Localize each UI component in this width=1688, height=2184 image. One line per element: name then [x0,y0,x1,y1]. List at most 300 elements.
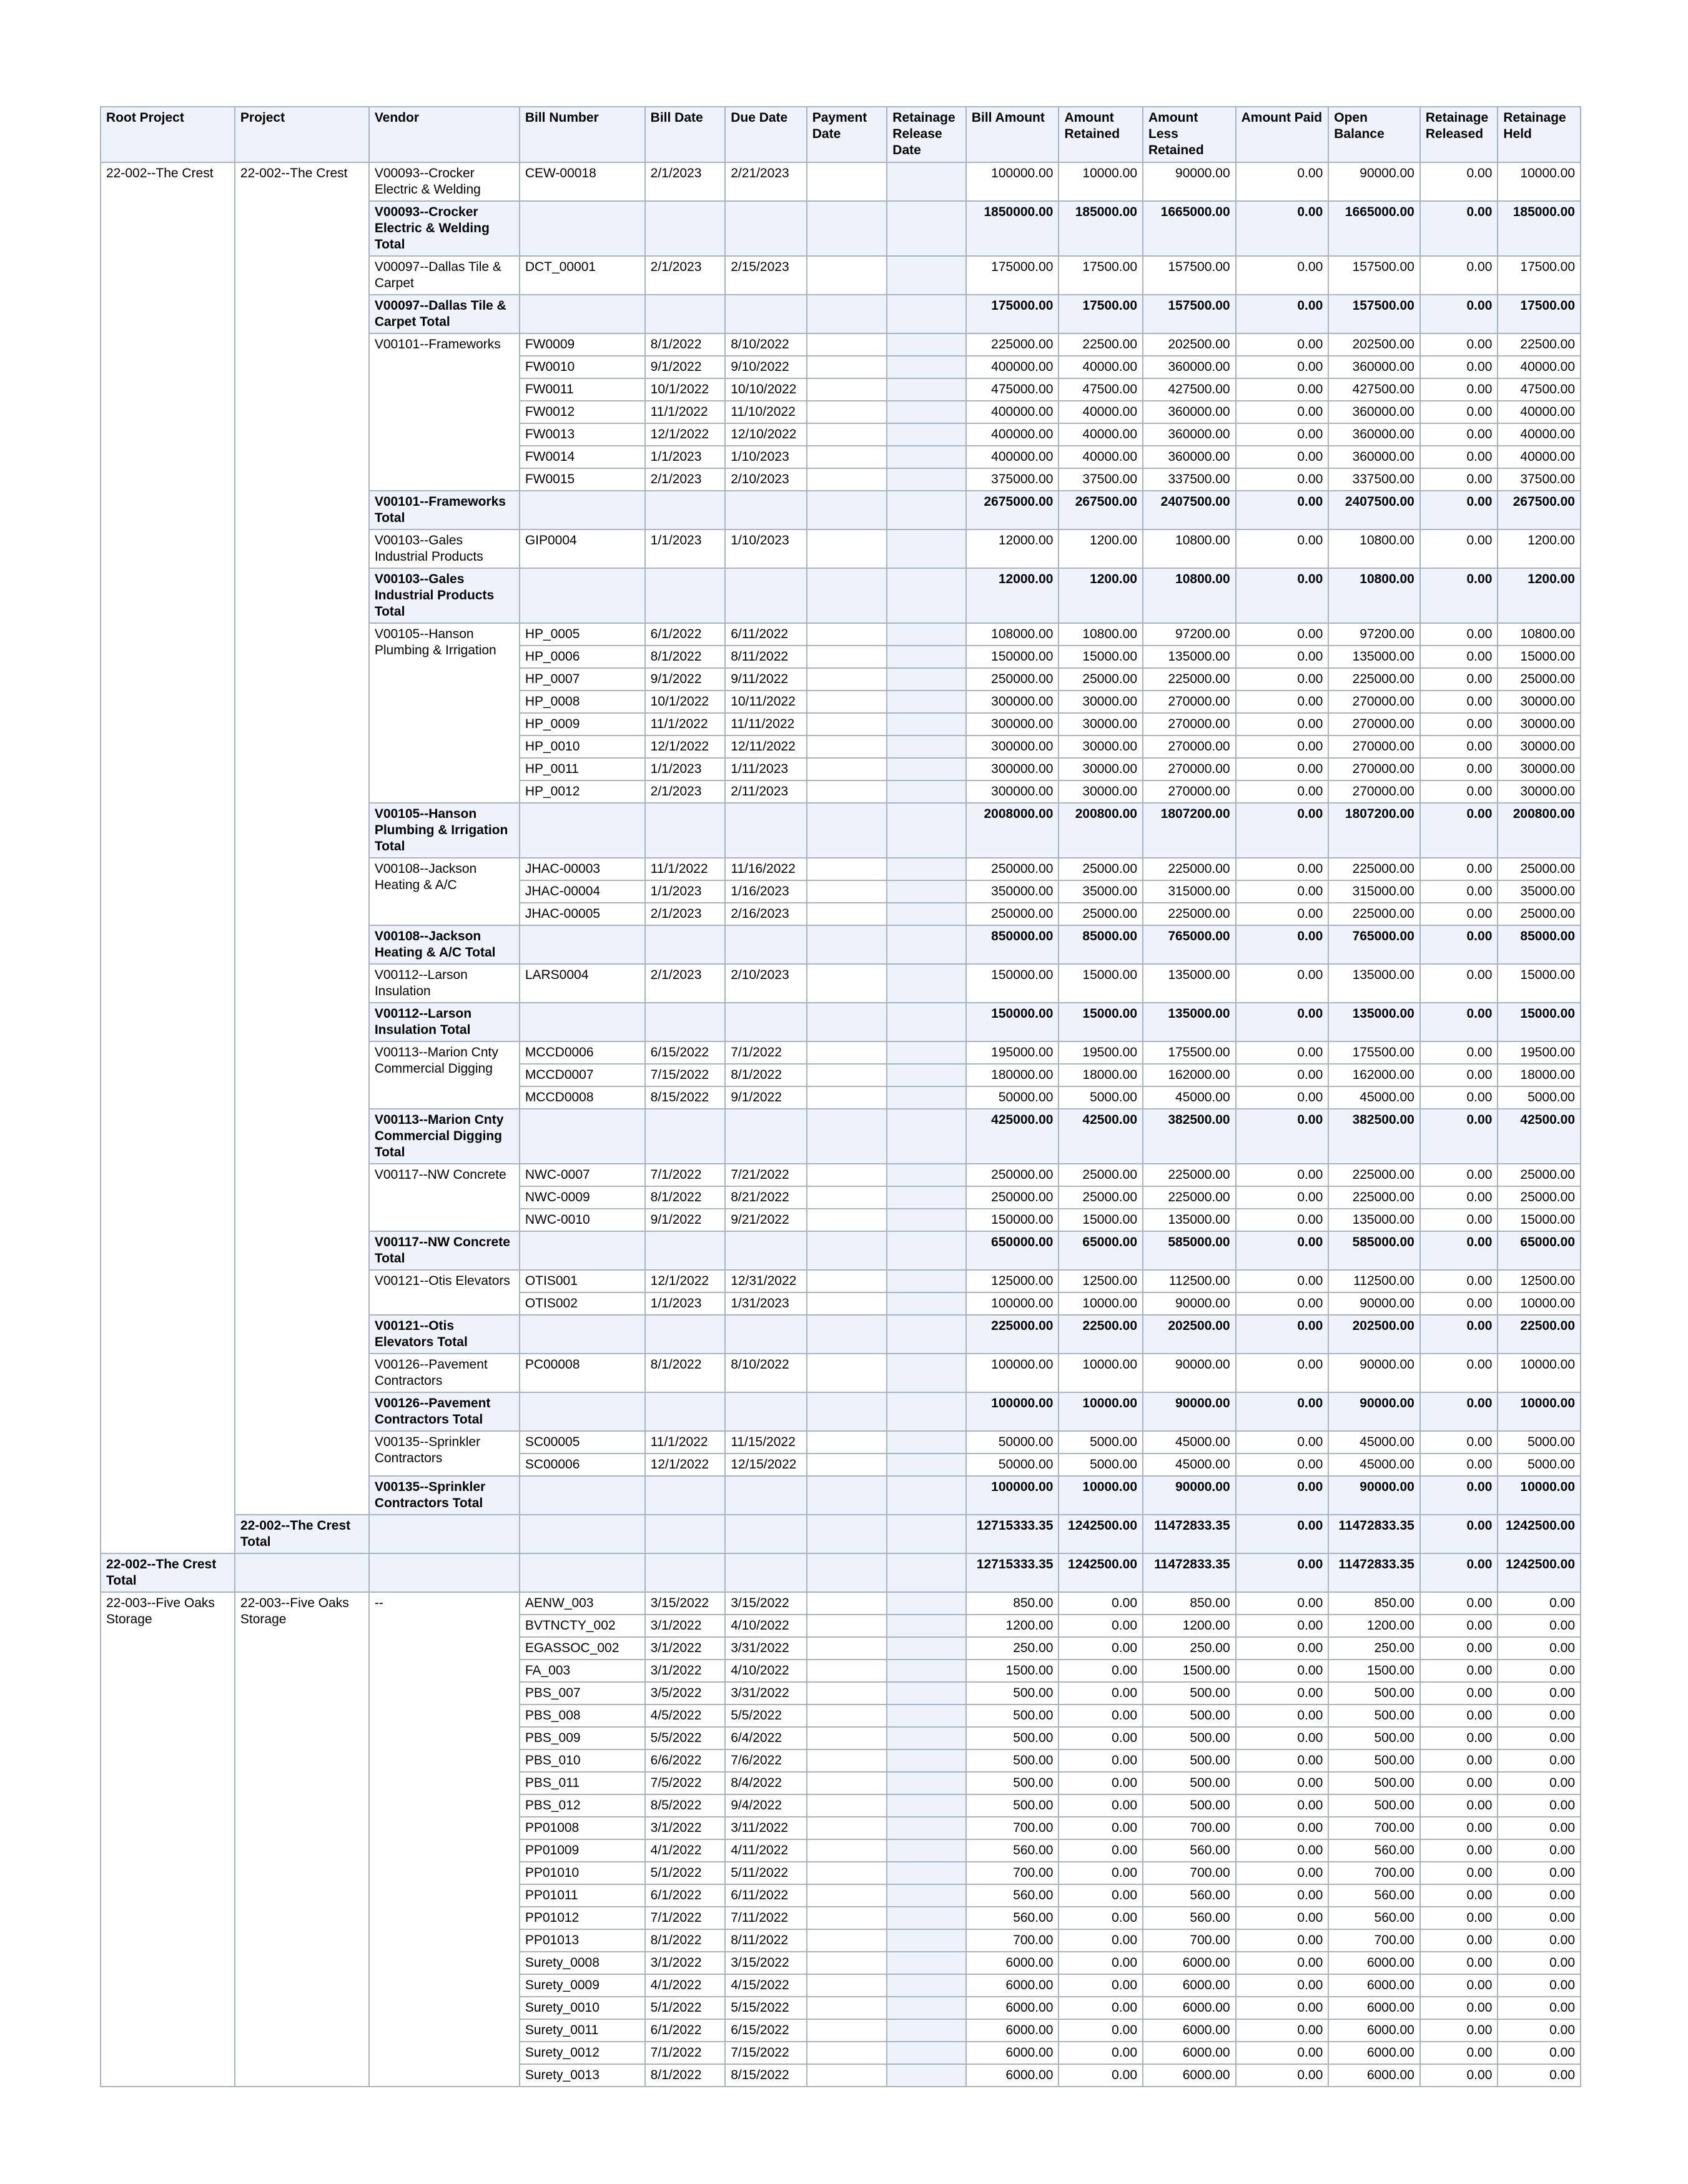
due-date-cell: 10/11/2022 [725,691,807,713]
amount-retained-total-cell: 1242500.00 [1059,1553,1143,1592]
retainage-release-date-cell [887,1660,966,1682]
amount-less-retained-total-cell: 765000.00 [1143,925,1236,964]
vendor-total-label: V00103--Gales Industrial Products Total [369,568,520,623]
amount-retained-cell: 40000.00 [1059,446,1143,468]
retainage-held-cell: 25000.00 [1498,903,1581,925]
bill-date-cell: 11/1/2022 [645,713,726,735]
bill-number-cell: FW0012 [520,401,645,423]
bill-number-cell: PBS_010 [520,1749,645,1772]
retainage-held-total-cell: 85000.00 [1498,925,1581,964]
open-balance-cell: 135000.00 [1328,1209,1420,1231]
amount-paid-cell: 0.00 [1236,1637,1329,1660]
amount-retained-cell: 40000.00 [1059,356,1143,378]
bill-date-cell: 11/1/2022 [645,858,726,880]
bill-amount-cell: 50000.00 [966,1431,1059,1454]
empty-cell [520,925,645,964]
due-date-cell: 7/11/2022 [725,1907,807,1929]
retainage-released-cell: 0.00 [1420,1749,1498,1772]
retainage-released-cell: 0.00 [1420,713,1498,735]
payment-date-cell [807,713,887,735]
bill-amount-cell: 850.00 [966,1592,1059,1615]
col-header-vendor: Vendor [369,107,520,162]
retainage-held-cell: 0.00 [1498,1682,1581,1704]
bill-amount-cell: 6000.00 [966,2042,1059,2064]
empty-cell [807,1109,887,1164]
bill-amount-cell: 560.00 [966,1884,1059,1907]
payment-date-cell [807,758,887,780]
due-date-cell: 2/21/2023 [725,162,807,201]
retainage-release-date-cell [887,1794,966,1817]
amount-retained-cell: 5000.00 [1059,1454,1143,1476]
bill-amount-cell: 475000.00 [966,378,1059,401]
payment-date-cell [807,1041,887,1064]
due-date-cell: 3/31/2022 [725,1637,807,1660]
bill-date-cell: 1/1/2023 [645,446,726,468]
empty-cell [235,1553,369,1592]
retainage-release-date-cell [887,1637,966,1660]
vendor-total-label: V00093--Crocker Electric & Welding Total [369,201,520,256]
amount-less-retained-cell: 700.00 [1143,1862,1236,1884]
bill-amount-cell: 1200.00 [966,1615,1059,1637]
open-balance-cell: 1500.00 [1328,1660,1420,1682]
bill-date-cell: 9/1/2022 [645,356,726,378]
payment-date-cell [807,333,887,356]
amount-less-retained-cell: 850.00 [1143,1592,1236,1615]
retainage-held-total-cell: 1200.00 [1498,568,1581,623]
bill-date-cell: 2/1/2023 [645,903,726,925]
retainage-released-cell: 0.00 [1420,1727,1498,1749]
payment-date-cell [807,2064,887,2087]
amount-paid-total-cell: 0.00 [1236,1515,1329,1553]
amount-less-retained-cell: 6000.00 [1143,2019,1236,2042]
col-header-retainage-held: Retainage Held [1498,107,1581,162]
retainage-held-cell: 0.00 [1498,1704,1581,1727]
payment-date-cell [807,256,887,295]
bill-amount-cell: 300000.00 [966,780,1059,803]
bill-amount-cell: 100000.00 [966,1354,1059,1392]
retainage-held-cell: 0.00 [1498,1907,1581,1929]
amount-retained-cell: 0.00 [1059,1907,1143,1929]
bill-number-cell: HP_0006 [520,646,645,668]
payment-date-cell [807,1270,887,1292]
bill-amount-cell: 150000.00 [966,964,1059,1003]
amount-paid-cell: 0.00 [1236,646,1329,668]
retainage-release-date-cell [887,1209,966,1231]
bill-date-cell: 8/15/2022 [645,1086,726,1109]
amount-retained-cell: 0.00 [1059,1817,1143,1839]
retainage-held-cell: 30000.00 [1498,691,1581,713]
bill-number-cell: Surety_0012 [520,2042,645,2064]
bill-amount-cell: 500.00 [966,1727,1059,1749]
amount-retained-total-cell: 10000.00 [1059,1476,1143,1515]
open-balance-cell: 202500.00 [1328,333,1420,356]
retainage-release-date-cell [887,378,966,401]
amount-retained-cell: 15000.00 [1059,1209,1143,1231]
bill-number-cell: HP_0010 [520,735,645,758]
amount-retained-total-cell: 200800.00 [1059,803,1143,858]
payment-date-cell [807,1615,887,1637]
retainage-release-date-cell [887,1997,966,2019]
bill-date-cell: 1/1/2023 [645,758,726,780]
col-header-project: Project [235,107,369,162]
bill-amount-total-cell: 100000.00 [966,1476,1059,1515]
retainage-released-cell: 0.00 [1420,2019,1498,2042]
bill-number-cell: DCT_00001 [520,256,645,295]
amount-retained-cell: 47500.00 [1059,378,1143,401]
empty-cell [807,1315,887,1354]
retainage-release-date-cell [887,1615,966,1637]
retainage-held-total-cell: 1242500.00 [1498,1515,1581,1553]
due-date-cell: 5/11/2022 [725,1862,807,1884]
empty-cell [520,1392,645,1431]
bill-amount-cell: 225000.00 [966,333,1059,356]
open-balance-cell: 560.00 [1328,1884,1420,1907]
vendor-cell: V00103--Gales Industrial Products [369,529,520,568]
amount-paid-total-cell: 0.00 [1236,568,1329,623]
empty-cell [645,491,726,529]
bill-amount-cell: 6000.00 [966,2064,1059,2087]
retainage-released-cell: 0.00 [1420,1682,1498,1704]
bill-amount-cell: 250000.00 [966,903,1059,925]
amount-retained-total-cell: 185000.00 [1059,201,1143,256]
open-balance-total-cell: 382500.00 [1328,1109,1420,1164]
bill-number-cell: AENW_003 [520,1592,645,1615]
bill-amount-total-cell: 1850000.00 [966,201,1059,256]
retainage-release-date-cell [887,333,966,356]
due-date-cell: 9/10/2022 [725,356,807,378]
bill-amount-cell: 250000.00 [966,1186,1059,1209]
retainage-release-date-cell [887,1186,966,1209]
retainage-release-date-cell [887,1974,966,1997]
amount-less-retained-cell: 45000.00 [1143,1431,1236,1454]
empty-cell [645,1553,726,1592]
col-header-amount-paid: Amount Paid [1236,107,1329,162]
amount-retained-cell: 30000.00 [1059,780,1143,803]
retainage-held-total-cell: 65000.00 [1498,1231,1581,1270]
retainage-release-date-cell [887,964,966,1003]
retainage-held-total-cell: 42500.00 [1498,1109,1581,1164]
empty-cell [645,1392,726,1431]
empty-cell [725,803,807,858]
amount-less-retained-cell: 45000.00 [1143,1086,1236,1109]
amount-paid-cell: 0.00 [1236,1270,1329,1292]
amount-paid-cell: 0.00 [1236,1749,1329,1772]
amount-less-retained-total-cell: 585000.00 [1143,1231,1236,1270]
payment-date-cell [807,356,887,378]
amount-paid-cell: 0.00 [1236,1186,1329,1209]
payment-date-cell [807,1997,887,2019]
amount-less-retained-cell: 700.00 [1143,1817,1236,1839]
due-date-cell: 6/4/2022 [725,1727,807,1749]
amount-paid-total-cell: 0.00 [1236,295,1329,333]
amount-less-retained-cell: 270000.00 [1143,691,1236,713]
due-date-cell: 8/11/2022 [725,1929,807,1952]
open-balance-cell: 270000.00 [1328,735,1420,758]
amount-less-retained-cell: 250.00 [1143,1637,1236,1660]
bill-number-cell: NWC-0010 [520,1209,645,1231]
due-date-cell: 3/15/2022 [725,1592,807,1615]
empty-cell [887,1392,966,1431]
bill-date-cell: 3/1/2022 [645,1660,726,1682]
due-date-cell: 4/15/2022 [725,1974,807,1997]
retainage-released-cell: 0.00 [1420,1209,1498,1231]
open-balance-total-cell: 90000.00 [1328,1392,1420,1431]
amount-retained-cell: 40000.00 [1059,401,1143,423]
retainage-release-date-cell [887,468,966,491]
bill-number-cell: PBS_008 [520,1704,645,1727]
bill-amount-cell: 12000.00 [966,529,1059,568]
amount-less-retained-cell: 6000.00 [1143,1997,1236,2019]
vendor-cell: V00105--Hanson Plumbing & Irrigation [369,623,520,803]
due-date-cell: 12/10/2022 [725,423,807,446]
amount-less-retained-total-cell: 1665000.00 [1143,201,1236,256]
empty-cell [725,295,807,333]
retainage-release-date-cell [887,668,966,691]
open-balance-cell: 560.00 [1328,1839,1420,1862]
amount-paid-cell: 0.00 [1236,1727,1329,1749]
bill-amount-cell: 500.00 [966,1772,1059,1794]
amount-retained-cell: 0.00 [1059,1862,1143,1884]
amount-less-retained-total-cell: 11472833.35 [1143,1515,1236,1553]
amount-retained-cell: 0.00 [1059,1952,1143,1974]
bill-date-cell: 8/1/2022 [645,1186,726,1209]
retainage-held-cell: 19500.00 [1498,1041,1581,1064]
amount-retained-cell: 0.00 [1059,1682,1143,1704]
payment-date-cell [807,1907,887,1929]
amount-retained-cell: 0.00 [1059,1660,1143,1682]
retainage-held-total-cell: 17500.00 [1498,295,1581,333]
open-balance-cell: 360000.00 [1328,423,1420,446]
due-date-cell: 9/1/2022 [725,1086,807,1109]
bill-number-cell: HP_0011 [520,758,645,780]
payment-date-cell [807,378,887,401]
amount-less-retained-cell: 560.00 [1143,1839,1236,1862]
retainage-released-total-cell: 0.00 [1420,568,1498,623]
empty-cell [645,295,726,333]
bill-amount-cell: 500.00 [966,1749,1059,1772]
amount-less-retained-cell: 175500.00 [1143,1041,1236,1064]
amount-retained-cell: 0.00 [1059,1772,1143,1794]
retainage-release-date-cell [887,1354,966,1392]
bill-date-cell: 2/1/2023 [645,256,726,295]
retainage-release-date-cell [887,1041,966,1064]
amount-paid-cell: 0.00 [1236,1592,1329,1615]
amount-retained-cell: 0.00 [1059,1974,1143,1997]
retainage-held-total-cell: 1242500.00 [1498,1553,1581,1592]
amount-retained-total-cell: 10000.00 [1059,1392,1143,1431]
amount-retained-cell: 30000.00 [1059,691,1143,713]
amount-retained-cell: 10000.00 [1059,1354,1143,1392]
payment-date-cell [807,1704,887,1727]
amount-retained-cell: 15000.00 [1059,646,1143,668]
bill-amount-cell: 108000.00 [966,623,1059,646]
amount-retained-cell: 37500.00 [1059,468,1143,491]
amount-paid-total-cell: 0.00 [1236,803,1329,858]
due-date-cell: 1/16/2023 [725,880,807,903]
vendor-cell: V00093--Crocker Electric & Welding [369,162,520,201]
due-date-cell: 7/6/2022 [725,1749,807,1772]
bill-date-cell: 1/1/2023 [645,1292,726,1315]
open-balance-total-cell: 202500.00 [1328,1315,1420,1354]
retainage-held-total-cell: 10000.00 [1498,1392,1581,1431]
retainage-release-date-cell [887,780,966,803]
amount-less-retained-total-cell: 202500.00 [1143,1315,1236,1354]
bill-amount-cell: 300000.00 [966,691,1059,713]
retainage-held-cell: 0.00 [1498,1952,1581,1974]
empty-cell [645,925,726,964]
amount-paid-cell: 0.00 [1236,1354,1329,1392]
vendor-cell: V00112--Larson Insulation [369,964,520,1003]
amount-less-retained-cell: 270000.00 [1143,713,1236,735]
empty-cell [725,1109,807,1164]
amount-paid-cell: 0.00 [1236,2019,1329,2042]
due-date-cell: 6/11/2022 [725,1884,807,1907]
retainage-released-cell: 0.00 [1420,1862,1498,1884]
retainage-released-cell: 0.00 [1420,780,1498,803]
bill-amount-cell: 6000.00 [966,1974,1059,1997]
amount-paid-cell: 0.00 [1236,758,1329,780]
open-balance-cell: 10800.00 [1328,529,1420,568]
open-balance-cell: 112500.00 [1328,1270,1420,1292]
amount-retained-cell: 0.00 [1059,1615,1143,1637]
bill-amount-cell: 400000.00 [966,423,1059,446]
bill-amount-cell: 300000.00 [966,735,1059,758]
bill-number-cell: JHAC-00005 [520,903,645,925]
due-date-cell: 11/11/2022 [725,713,807,735]
bill-amount-total-cell: 175000.00 [966,295,1059,333]
retainage-held-cell: 10000.00 [1498,162,1581,201]
bill-date-cell: 5/1/2022 [645,1997,726,2019]
empty-cell [887,1553,966,1592]
open-balance-cell: 270000.00 [1328,713,1420,735]
payment-date-cell [807,1637,887,1660]
retainage-released-total-cell: 0.00 [1420,1231,1498,1270]
bill-date-cell: 2/1/2023 [645,780,726,803]
open-balance-cell: 6000.00 [1328,1997,1420,2019]
empty-cell [807,1476,887,1515]
amount-retained-cell: 22500.00 [1059,333,1143,356]
open-balance-cell: 360000.00 [1328,446,1420,468]
bill-date-cell: 4/1/2022 [645,1839,726,1862]
amount-paid-cell: 0.00 [1236,1862,1329,1884]
bill-amount-total-cell: 150000.00 [966,1003,1059,1041]
retainage-released-cell: 0.00 [1420,1794,1498,1817]
payment-date-cell [807,468,887,491]
retainage-release-date-cell [887,401,966,423]
amount-retained-cell: 0.00 [1059,1749,1143,1772]
bill-amount-cell: 125000.00 [966,1270,1059,1292]
bill-date-cell: 6/1/2022 [645,2019,726,2042]
bill-number-cell: JHAC-00003 [520,858,645,880]
empty-cell [807,803,887,858]
due-date-cell: 8/10/2022 [725,1354,807,1392]
amount-retained-cell: 17500.00 [1059,256,1143,295]
empty-cell [887,925,966,964]
due-date-cell: 8/1/2022 [725,1064,807,1086]
bill-amount-cell: 375000.00 [966,468,1059,491]
amount-paid-cell: 0.00 [1236,1974,1329,1997]
retainage-held-cell: 22500.00 [1498,333,1581,356]
amount-paid-cell: 0.00 [1236,356,1329,378]
retainage-released-cell: 0.00 [1420,446,1498,468]
amount-retained-cell: 30000.00 [1059,735,1143,758]
amount-less-retained-cell: 560.00 [1143,1884,1236,1907]
retainage-held-cell: 15000.00 [1498,964,1581,1003]
empty-cell [807,1231,887,1270]
bill-number-cell: PC00008 [520,1354,645,1392]
project-cell: 22-003--Five Oaks Storage [235,1592,369,2087]
col-header-bill-number: Bill Number [520,107,645,162]
vendor-total-label: V00135--Sprinkler Contractors Total [369,1476,520,1515]
amount-paid-cell: 0.00 [1236,964,1329,1003]
bill-number-cell: PBS_012 [520,1794,645,1817]
retainage-released-cell: 0.00 [1420,1186,1498,1209]
bill-number-cell: FW0010 [520,356,645,378]
bill-amount-total-cell: 225000.00 [966,1315,1059,1354]
payment-date-cell [807,691,887,713]
amount-paid-cell: 0.00 [1236,1839,1329,1862]
amount-retained-cell: 0.00 [1059,1704,1143,1727]
open-balance-cell: 97200.00 [1328,623,1420,646]
bill-date-cell: 12/1/2022 [645,1270,726,1292]
due-date-cell: 11/16/2022 [725,858,807,880]
empty-cell [520,1315,645,1354]
bill-date-cell: 9/1/2022 [645,1209,726,1231]
bill-number-cell: HP_0012 [520,780,645,803]
retainage-release-date-cell [887,2042,966,2064]
bill-amount-total-cell: 100000.00 [966,1392,1059,1431]
retainage-released-cell: 0.00 [1420,333,1498,356]
amount-paid-cell: 0.00 [1236,668,1329,691]
due-date-cell: 7/1/2022 [725,1041,807,1064]
open-balance-cell: 157500.00 [1328,256,1420,295]
retainage-released-cell: 0.00 [1420,880,1498,903]
bill-date-cell: 3/15/2022 [645,1592,726,1615]
col-header-retainage-released: Retainage Released [1420,107,1498,162]
amount-paid-cell: 0.00 [1236,1292,1329,1315]
empty-cell [725,1392,807,1431]
open-balance-cell: 270000.00 [1328,691,1420,713]
payment-date-cell [807,1682,887,1704]
due-date-cell: 2/11/2023 [725,780,807,803]
amount-retained-cell: 10000.00 [1059,1292,1143,1315]
bill-date-cell: 7/1/2022 [645,1907,726,1929]
amount-paid-cell: 0.00 [1236,735,1329,758]
retainage-released-total-cell: 0.00 [1420,1476,1498,1515]
bill-date-cell: 2/1/2023 [645,468,726,491]
due-date-cell: 9/21/2022 [725,1209,807,1231]
bill-number-cell: SC00006 [520,1454,645,1476]
amount-retained-cell: 18000.00 [1059,1064,1143,1086]
open-balance-cell: 6000.00 [1328,2064,1420,2087]
open-balance-cell: 175500.00 [1328,1041,1420,1064]
retainage-held-cell: 10000.00 [1498,1354,1581,1392]
open-balance-total-cell: 1807200.00 [1328,803,1420,858]
bill-date-cell: 8/1/2022 [645,333,726,356]
retainage-released-cell: 0.00 [1420,1064,1498,1086]
amount-paid-cell: 0.00 [1236,2064,1329,2087]
bill-date-cell: 10/1/2022 [645,378,726,401]
retainage-held-cell: 0.00 [1498,1929,1581,1952]
payment-date-cell [807,1064,887,1086]
retainage-released-cell: 0.00 [1420,1772,1498,1794]
bill-number-cell: MCCD0008 [520,1086,645,1109]
retainage-released-total-cell: 0.00 [1420,1315,1498,1354]
due-date-cell: 3/15/2022 [725,1952,807,1974]
open-balance-cell: 45000.00 [1328,1431,1420,1454]
bill-number-cell: HP_0008 [520,691,645,713]
bill-date-cell: 4/1/2022 [645,1974,726,1997]
